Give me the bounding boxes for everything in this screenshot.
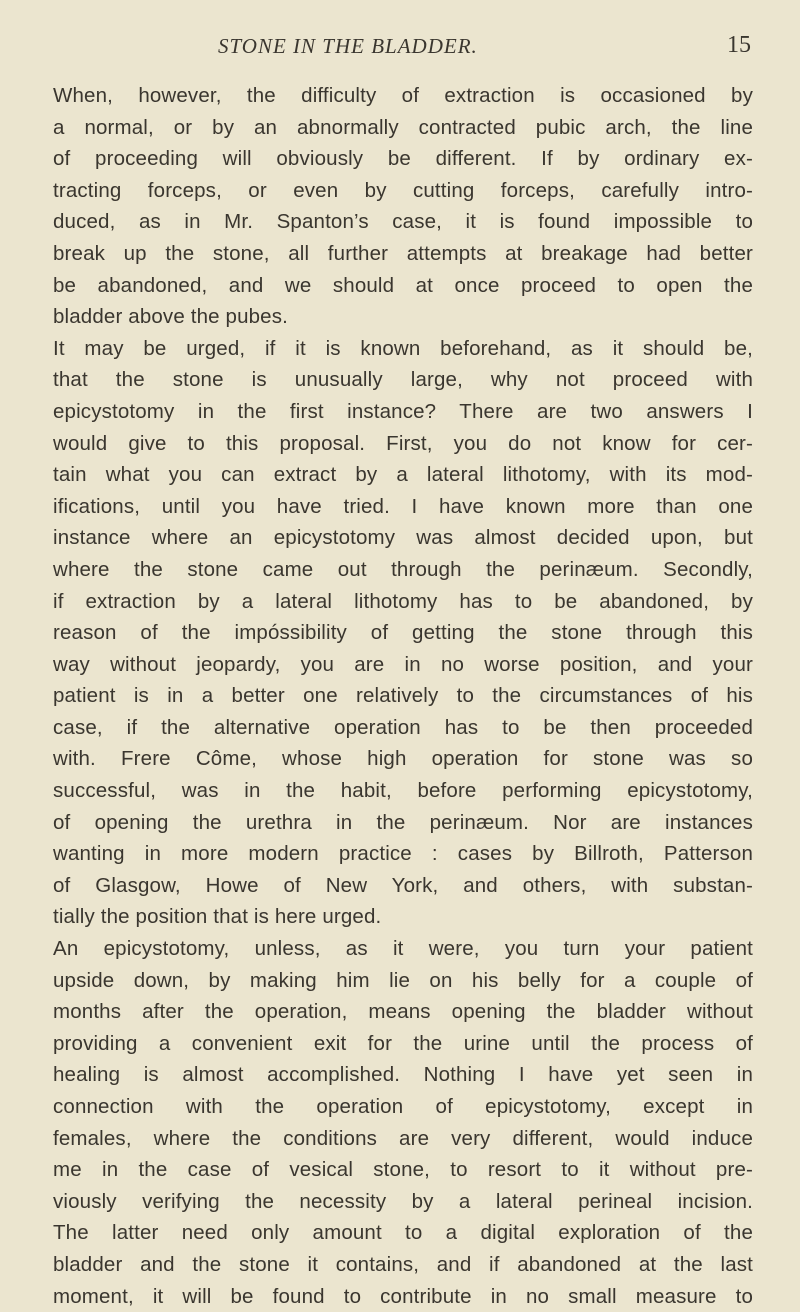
text-line: instance where an epicystotomy was almost decided upon, but bbox=[53, 526, 753, 550]
page-number: 15 bbox=[727, 32, 751, 58]
text-line: if extraction by a lateral lithotomy has to be abandoned, by bbox=[53, 589, 753, 613]
text-line: case, if the alternative operation has to be then proceeded bbox=[53, 715, 753, 739]
text-line: upside down, by making him lie on his belly for a couple of bbox=[53, 968, 753, 992]
text-line: connection with the operation of epicystotomy, except in bbox=[53, 1095, 753, 1118]
body-text bbox=[53, 80, 753, 1312]
text-line: The latter need only amount to a digital exploration of the bbox=[53, 1221, 753, 1245]
text-line: tracting forceps, or even by cutting forceps, carefully intro- bbox=[53, 178, 753, 202]
text-line: months after the operation, means opening the bladder without bbox=[53, 1000, 753, 1024]
text-line: epicystotomy in the first instance? There are two answers I bbox=[53, 399, 753, 423]
text-line: bladder and the stone it contains, and if abandoned at the last bbox=[53, 1252, 753, 1276]
text-line: ifications, until you have tried. I have known more than one bbox=[53, 494, 753, 518]
text-line: duced, as in Mr. Spanton’s case, it is found impossible to bbox=[53, 210, 753, 234]
text-line: females, where the conditions are very different, would induce bbox=[53, 1126, 753, 1150]
text-line: reason of the impóssibility of getting the stone through this bbox=[53, 621, 753, 645]
text-line: patient is in a better one relatively to the circumstances of his bbox=[53, 684, 753, 708]
text-line: of Glasgow, Howe of New York, and others, with substan- bbox=[53, 873, 753, 897]
text-line: break up the stone, all further attempts at breakage had better bbox=[53, 241, 753, 265]
text-line: It may be urged, if it is known beforehand, as it should be, bbox=[53, 336, 753, 360]
text-line: viously verifying the necessity by a lateral perineal incision. bbox=[53, 1189, 753, 1213]
text-line: way without jeopardy, you are in no worse position, and your bbox=[53, 652, 753, 676]
text-line: be abandoned, and we should at once proceed to open the bbox=[53, 273, 753, 297]
text-line: bladder above the pubes. bbox=[53, 305, 288, 329]
text-line: successful, was in the habit, before performing epicystotomy, bbox=[53, 779, 753, 803]
text-line: When, however, the difficulty of extraction is occasioned by bbox=[53, 84, 753, 107]
text-line: healing is almost accomplished. Nothing I have yet seen in bbox=[53, 1063, 753, 1087]
text-line: tially the position that is here urged. bbox=[53, 905, 382, 929]
text-line: a normal, or by an abnormally contracted pubic arch, the line bbox=[53, 115, 753, 139]
text-line: of proceeding will obviously be different. If by ordinary ex- bbox=[53, 147, 753, 171]
text-line: that the stone is unusually large, why not proceed with bbox=[53, 368, 753, 392]
text-line: of opening the urethra in the perinæum. Nor are instances bbox=[53, 810, 753, 834]
text-line: me in the case of vesical stone, to resort to it without pre- bbox=[53, 1158, 753, 1182]
running-title: STONE IN THE BLADDER. bbox=[218, 34, 478, 58]
text-line: providing a convenient exit for the urine until the process of bbox=[53, 1031, 753, 1055]
text-line: An epicystotomy, unless, as it were, you turn your patient bbox=[53, 937, 753, 961]
text-line: where the stone came out through the perinæum. Secondly, bbox=[53, 557, 753, 581]
text-line: with. Frere Côme, whose high operation for stone was so bbox=[53, 747, 753, 771]
text-line: wanting in more modern practice : cases by Billroth, Patterson bbox=[53, 842, 753, 866]
text-line: would give to this proposal. First, you do not know for cer- bbox=[53, 431, 753, 455]
text-line: moment, it will be found to contribute in no small measure to bbox=[53, 1284, 753, 1308]
text-line: tain what you can extract by a lateral lithotomy, with its mod- bbox=[53, 463, 753, 487]
